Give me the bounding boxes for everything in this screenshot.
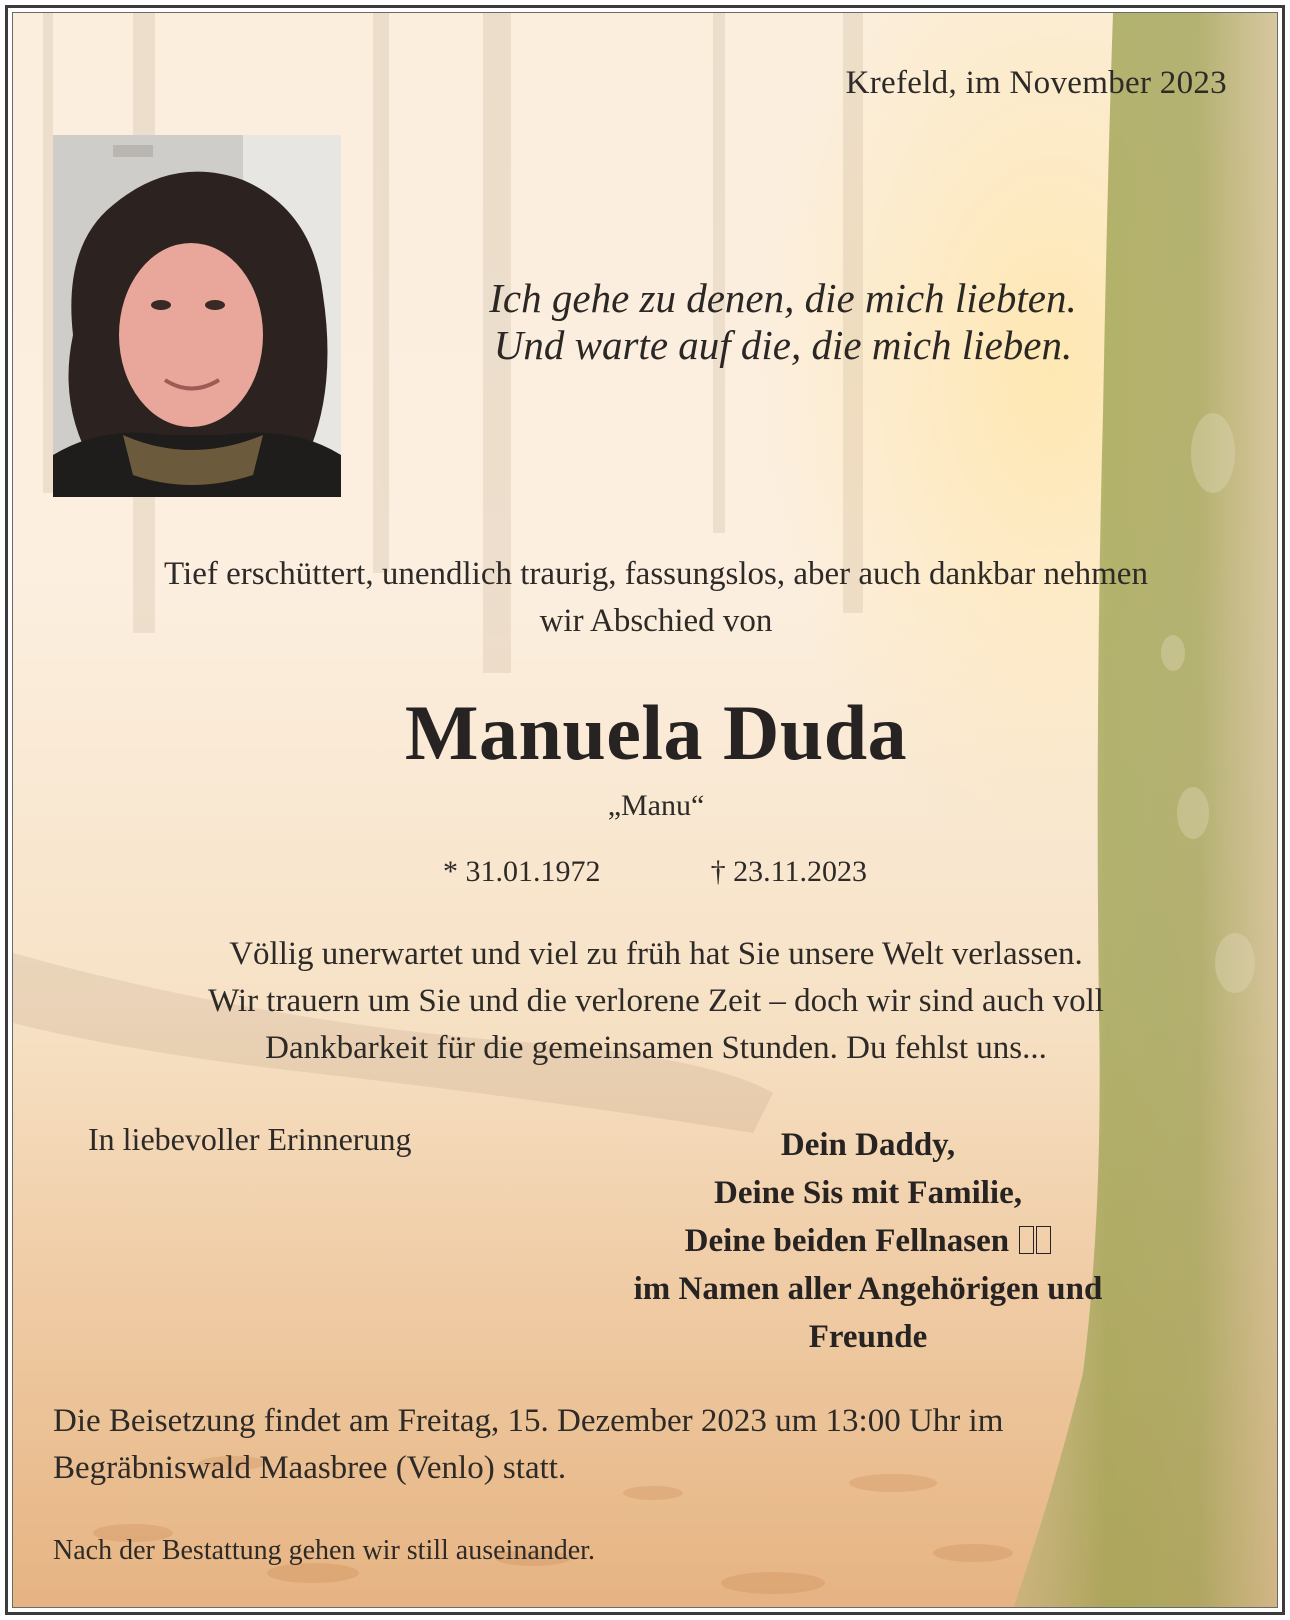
deceased-name: Manuela Duda (404, 689, 908, 776)
closing-note: Nach der Bestattung gehen wir still auseinander. (53, 1535, 595, 1566)
signature-line-3-text: Deine beiden Fellnasen (684, 1223, 1010, 1259)
missing-glyph-icon (1036, 1226, 1051, 1254)
signature-line-5: Freunde (808, 1319, 928, 1355)
missing-glyph-icon (1019, 1226, 1034, 1254)
message-line-2: Wir trauern um Sie und die verlorene Zeit – doch wir sind auch voll (208, 983, 1104, 1019)
burial-line-2: Begräbniswald Maasbree (Venlo) statt. (53, 1450, 567, 1486)
birth-date: * 31.01.1972 (443, 855, 601, 888)
deceased-nickname: „Manu“ (607, 789, 705, 822)
obituary-content (13, 13, 1278, 1608)
motto-quote (413, 275, 1153, 369)
memory-note: In liebevoller Erinnerung (88, 1121, 412, 1157)
burial-info (53, 1398, 1153, 1492)
life-dates (433, 855, 873, 895)
signature-line-4: im Namen aller Angehörigen und (633, 1271, 1103, 1307)
mourners-signatures (593, 1121, 1143, 1361)
message-line-1: Völlig unerwartet und viel zu früh hat Sie unsere Welt verlassen. (229, 936, 1083, 972)
signature-line-3 (593, 1217, 1143, 1265)
intro-line-1: Tief erschüttert, unendlich traurig, fassungslos, aber auch dankbar nehmen (164, 556, 1148, 592)
motto-line-1: Ich gehe zu denen, die mich liebten. (489, 275, 1077, 321)
portrait-photo (53, 135, 341, 497)
mourning-message (53, 931, 1259, 1072)
signature-line-2: Deine Sis mit Familie, (714, 1175, 1022, 1211)
intro-text (53, 551, 1259, 645)
burial-line-1: Die Beisetzung findet am Freitag, 15. Dezember 2023 um 13:00 Uhr im (53, 1403, 1004, 1439)
death-date: † 23.11.2023 (710, 855, 867, 888)
message-line-3: Dankbarkeit für die gemeinsamen Stunden. Du fehlst uns... (265, 1030, 1047, 1066)
place-date: Krefeld, im November 2023 (845, 65, 1227, 101)
obituary-card (12, 12, 1278, 1608)
motto-line-2: Und warte auf die, die mich lieben. (493, 322, 1073, 368)
intro-line-2: wir Abschied von (539, 603, 773, 639)
signature-line-1: Dein Daddy, (780, 1127, 956, 1163)
